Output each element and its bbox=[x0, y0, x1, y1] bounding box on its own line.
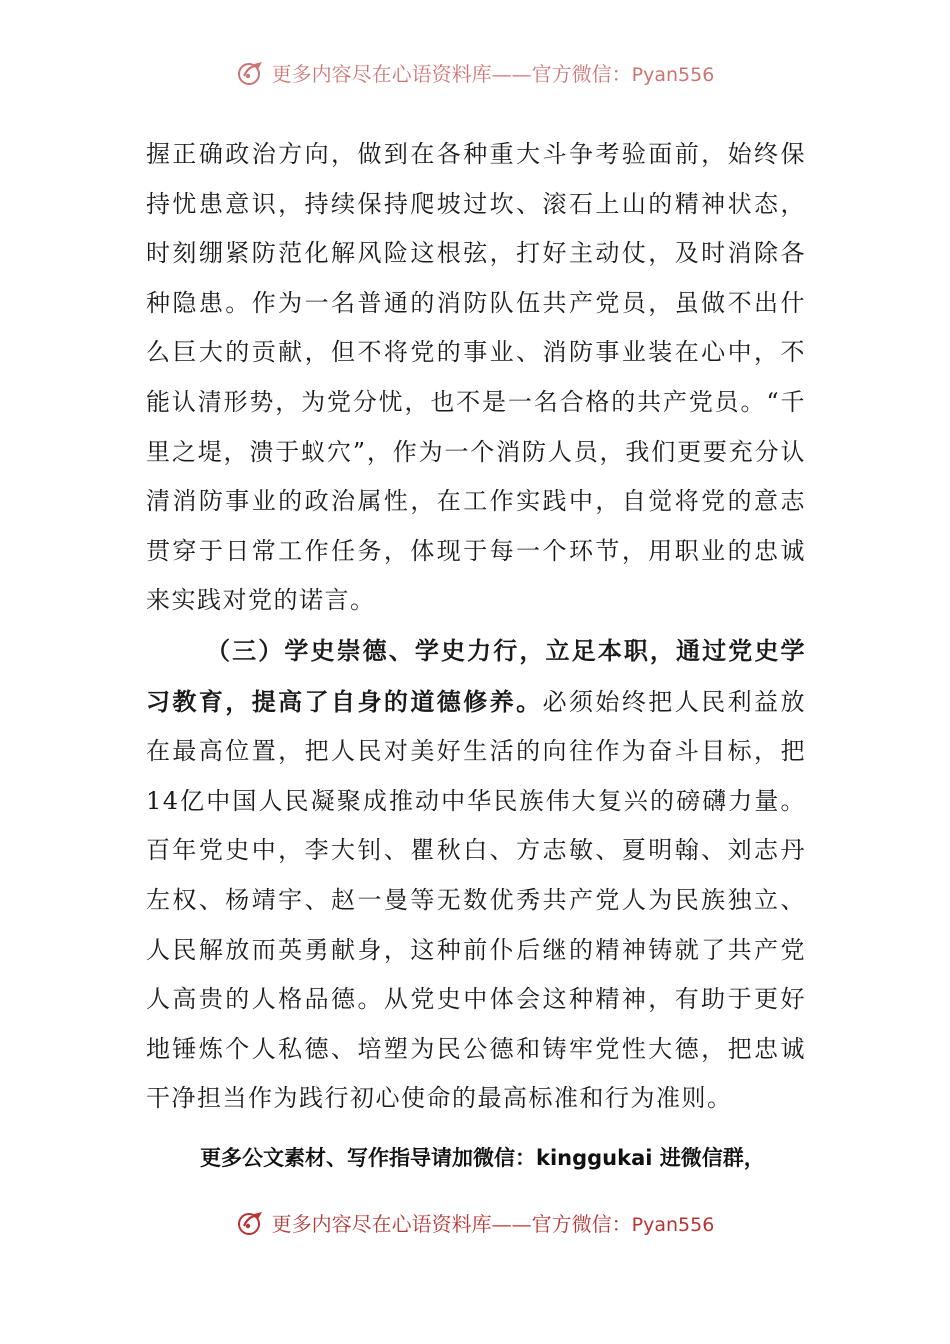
logo-icon bbox=[236, 1210, 266, 1241]
document-body bbox=[146, 130, 806, 1124]
watermark-text: 更多内容尽在心语资料库——官方微信： bbox=[271, 62, 632, 86]
footer-note: 更多公文素材、写作指导请加微信：kinggukai 进微信群， bbox=[200, 1146, 765, 1170]
watermark-wechat: Pyan556 bbox=[631, 64, 715, 86]
section-3-paragraph bbox=[146, 626, 806, 1124]
section-3-text: 必须始终把人民利益放在最高位置，把人民对美好生活的向往作为奋斗目标，把14亿中国人民凝聚成推动中华民族伟大复兴的磅礴力量。百年党史中，李大钊、瞿秋白、方志敏、夏明翰、刘志丹左权、杨靖宇、赵一曼等无数优秀共产党人为民族独立、人民解放而英勇献身，这种前仆后继的精神铸就了共产党人高贵的人格品德。从党史中体会这种精神，有助于更好地锤炼个人私德、培塑为民公德和铸牢党性大德，把忠诚干净担当作为践行初心使命的最高标准和行为准则。 bbox=[146, 687, 806, 1113]
footer-watermark bbox=[0, 1208, 950, 1241]
watermark-text: 更多内容尽在心语资料库——官方微信： bbox=[271, 1212, 632, 1236]
header-watermark bbox=[0, 58, 950, 91]
watermark-wechat: Pyan556 bbox=[631, 1214, 715, 1236]
section-3-heading: （三）学史崇德、学史力行，立足本职，通过党史学习教育，提高了自身的道德修养。 bbox=[146, 635, 806, 716]
paragraph-1: 握正确政治方向，做到在各种重大斗争考验面前，始终保持忧患意识，持续保持爬坡过坎、滚石上山的精神状态，时刻绷紧防范化解风险这根弦，打好主动仗，及时消除各种隐患。作为一名普通的消防队伍共产党员，虽做不出什么巨大的贡献，但不将党的事业、消防事业装在心中，不能认清形势，为党分忧，也不是一名合格的共产党员。“千里之堤，溃于蚁穴”，作为一个消防人员，我们更要充分认清消防事业的政治属性，在工作实践中，自觉将党的意志贯穿于日常工作任务，体现于每一个环节，用职业的忠诚来实践对党的诺言。 bbox=[146, 140, 806, 615]
logo-icon bbox=[236, 60, 266, 91]
